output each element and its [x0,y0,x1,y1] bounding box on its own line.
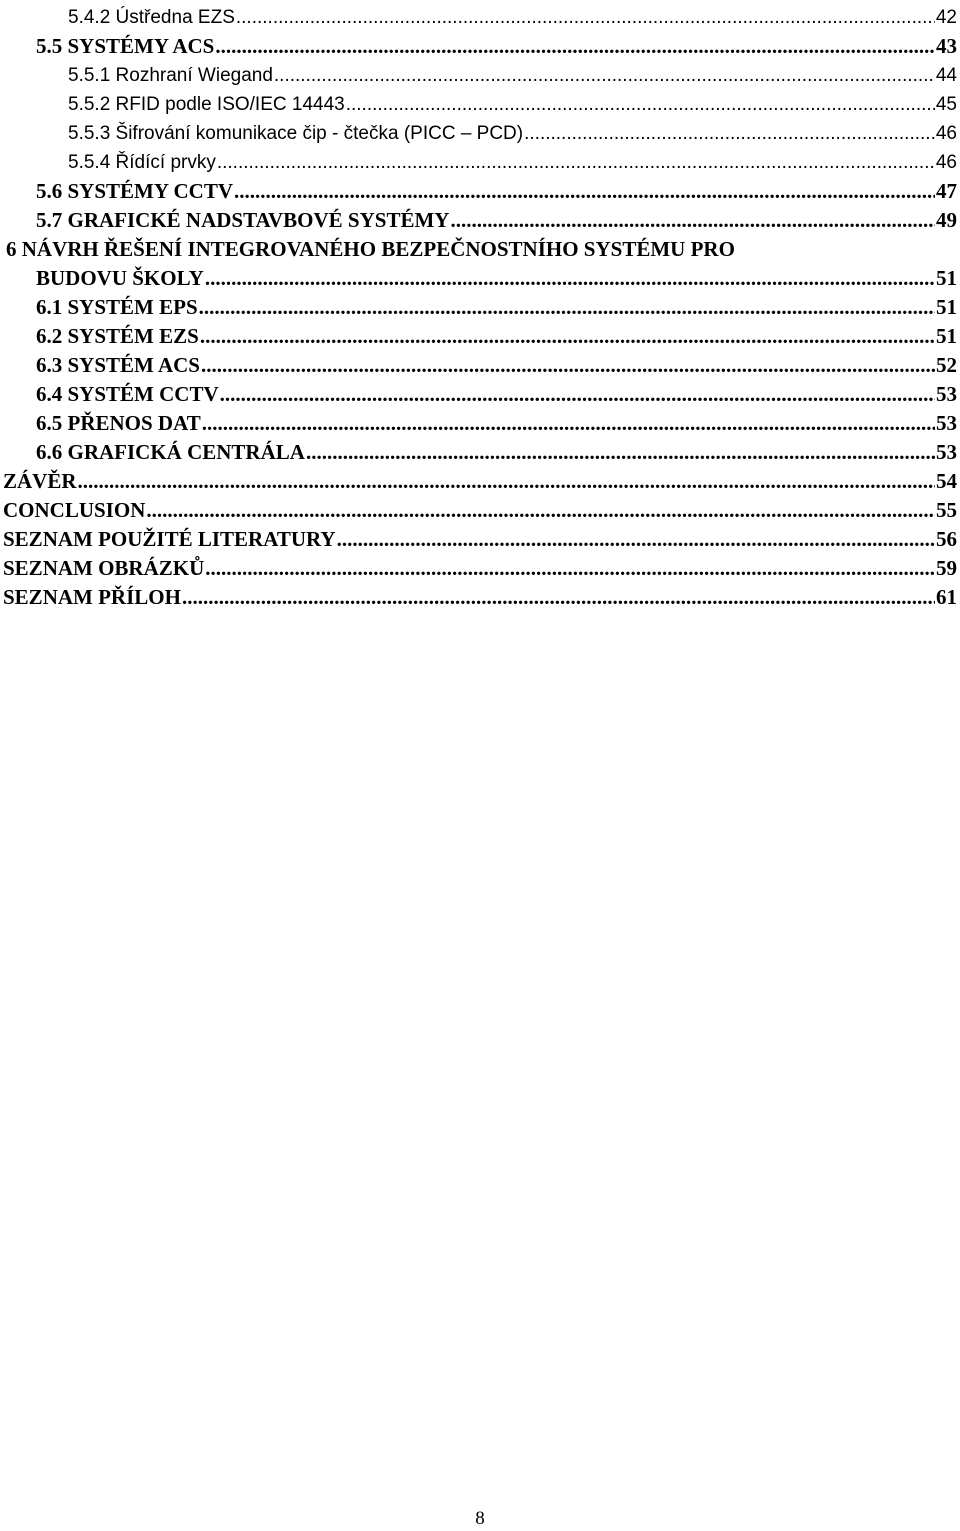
toc-entry-title: ZÁVĚR [3,469,77,493]
toc-page-number: 61 [936,585,957,609]
toc-entry[interactable] [0,119,957,148]
toc-dot-leader [234,177,935,206]
toc-entry[interactable] [0,148,957,177]
toc-entry[interactable] [0,293,957,322]
toc-page-number: 47 [936,179,957,203]
toc-page-number: 44 [935,65,957,86]
toc-dot-leader [146,496,935,525]
table-of-contents [0,3,957,612]
toc-page-number: 51 [936,295,957,319]
toc-entry-title: 6.5 PŘENOS DAT [36,411,201,435]
toc-page-number: 52 [936,353,957,377]
toc-dot-leader [201,351,935,380]
toc-page-number: 54 [936,469,957,493]
toc-entry[interactable] [0,3,957,32]
toc-entry[interactable] [0,61,957,90]
toc-chapter-6-entry[interactable] [0,264,957,293]
toc-section-5 [0,3,957,235]
toc-dot-leader [182,583,935,612]
toc-entry-title: 6.4 SYSTÉM CCTV [36,382,219,406]
toc-entry-title: SEZNAM OBRÁZKŮ [3,556,205,580]
toc-entry[interactable] [0,554,957,583]
toc-entry[interactable] [0,90,957,119]
toc-entry[interactable] [0,380,957,409]
toc-entry[interactable] [0,206,957,235]
toc-entry-title: 5.5.2 RFID podle ISO/IEC 14443 [68,94,345,115]
toc-dot-leader [236,3,935,32]
toc-dot-leader [202,409,935,438]
toc-dot-leader [199,293,935,322]
toc-dot-leader [205,264,935,293]
toc-entry[interactable] [0,525,957,554]
toc-entry[interactable] [0,409,957,438]
toc-entry-title: 5.5.1 Rozhraní Wiegand [68,65,273,86]
toc-dot-leader [274,61,935,90]
toc-entry-title: 6.6 GRAFICKÁ CENTRÁLA [36,440,305,464]
toc-page-number: 56 [936,527,957,551]
toc-entry-title: SEZNAM PŘÍLOH [3,585,181,609]
toc-entry-title: 5.5.4 Řídící prvky [68,152,216,173]
toc-dot-leader [205,554,935,583]
toc-page-number: 53 [936,411,957,435]
toc-entry-title: 6.3 SYSTÉM ACS [36,353,200,377]
toc-entry-title: 5.7 GRAFICKÉ NADSTAVBOVÉ SYSTÉMY [36,208,450,232]
toc-page-number: 42 [935,7,957,28]
toc-page-number: 53 [936,440,957,464]
toc-entry[interactable] [0,467,957,496]
toc-entry-title: 5.5.3 Šifrování komunikace čip - čtečka (PICC – PCD) [68,123,524,144]
toc-entry[interactable] [0,583,957,612]
toc-chapter-6-heading[interactable]: 6 NÁVRH ŘEŠENÍ INTEGROVANÉHO BEZPEČNOSTNÍHO SYSTÉMU PRO [6,237,735,261]
toc-dot-leader [78,467,935,496]
toc-entry[interactable] [0,177,957,206]
page-number: 8 [475,1508,485,1529]
toc-dot-leader [217,148,935,177]
toc-page-number: 53 [936,382,957,406]
toc-dot-leader [215,32,935,61]
toc-page-number: 51 [936,324,957,348]
toc-page-number: 43 [936,34,957,58]
toc-entry[interactable] [0,351,957,380]
toc-dot-leader [450,206,935,235]
toc-dot-leader [200,322,935,351]
toc-entry-title: 6.2 SYSTÉM EZS [36,324,199,348]
toc-entry-title: BUDOVU ŠKOLY [36,266,204,290]
toc-entry-title: SEZNAM POUŽITÉ LITERATURY [3,527,336,551]
toc-section-6-and-appendices [0,293,957,612]
toc-dot-leader [306,438,935,467]
toc-entry-title: CONCLUSION [3,498,146,522]
toc-page-number: 45 [935,94,957,115]
toc-page-number: 46 [935,123,957,144]
toc-page-number: 55 [936,498,957,522]
toc-page-number: 51 [936,266,957,290]
toc-entry[interactable] [0,32,957,61]
toc-entry-title: 5.6 SYSTÉMY CCTV [36,179,233,203]
toc-dot-leader [524,119,935,148]
toc-entry[interactable] [0,438,957,467]
toc-entry[interactable] [0,496,957,525]
toc-dot-leader [337,525,935,554]
toc-dot-leader [220,380,935,409]
toc-page-number: 59 [936,556,957,580]
toc-page-number: 49 [936,208,957,232]
toc-entry-title: 6.1 SYSTÉM EPS [36,295,198,319]
toc-entry[interactable] [0,322,957,351]
toc-entry-title: 5.4.2 Ústředna EZS [68,7,235,28]
toc-dot-leader [346,90,935,119]
toc-entry-title: 5.5 SYSTÉMY ACS [36,34,215,58]
toc-page-number: 46 [935,152,957,173]
